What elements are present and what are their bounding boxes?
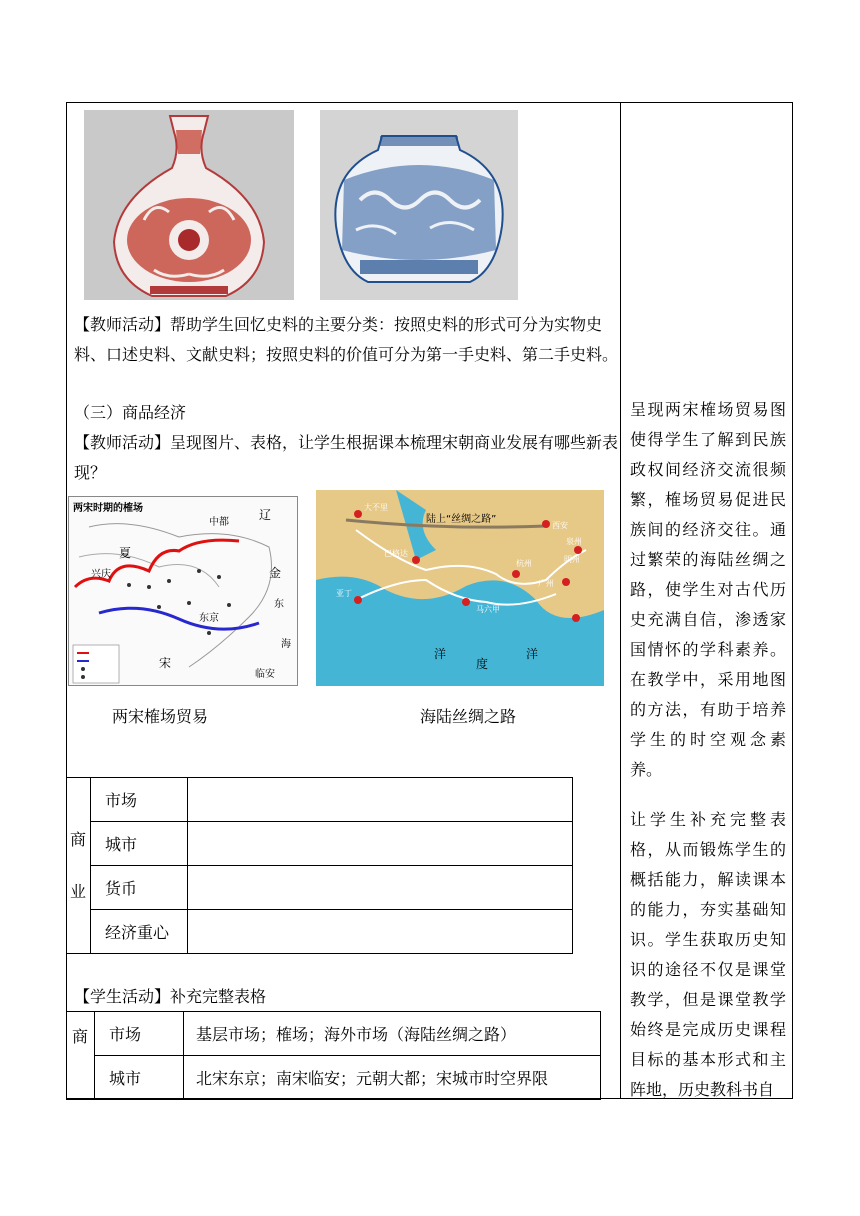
song-map-caption: 两宋榷场贸易	[112, 707, 209, 726]
label-song: 宋	[159, 656, 172, 670]
label-quanzhou: 泉州	[566, 537, 582, 546]
label-linan: 临安	[255, 669, 275, 680]
design-note-2: 让学生补充完整表格，从而锻炼学生的概括能力，解读课本的能力，夯实基础知识。学生获取历史知识的途径不仅是课堂教学，但是课堂教学始终是完成历史课程目标的基本形式和主阵地，历史教科书自	[630, 810, 786, 1099]
song-map-title: 两宋时期的榷场	[73, 503, 143, 514]
silk-road-map	[316, 490, 604, 686]
song-trade-map	[68, 496, 298, 686]
label-tabriz: 大不里	[364, 503, 388, 512]
silk-road-title-label: 陆上“丝绸之路”	[426, 514, 497, 525]
label-xia: 夏	[119, 546, 132, 560]
row-label: 城市	[91, 822, 188, 866]
label-aden: 亚丁	[336, 589, 352, 598]
label-hangzhou: 杭州	[516, 559, 532, 568]
student-activity: 【学生活动】补充完整表格	[74, 987, 267, 1006]
row-label: 市场	[95, 1012, 184, 1056]
red-vase-image	[84, 110, 294, 300]
label-hai: 海	[281, 639, 291, 650]
label-dong: 东	[274, 599, 284, 610]
row-label: 经济重心	[91, 910, 188, 954]
row-value-input[interactable]	[188, 866, 573, 910]
silk-map-caption: 海陆丝绸之路	[420, 707, 517, 726]
label-sea-3: 洋	[526, 647, 539, 661]
commerce-filled-table	[66, 1011, 601, 1100]
row-label: 市场	[91, 778, 188, 822]
group-label-2: 业	[69, 881, 86, 901]
row-label: 城市	[95, 1056, 184, 1100]
world-map-icon	[316, 490, 604, 686]
row-value: 北宋东京；南宋临安；元朝大都；宋城市时空界限	[184, 1056, 601, 1100]
label-sea-2: 度	[476, 657, 489, 671]
label-mingzhou: 明州	[564, 555, 580, 564]
teacher-activity-2: 【教师活动】呈现图片、表格，让学生根据课本梳理宋朝商业发展有哪些新表现？	[74, 433, 619, 482]
row-label: 货币	[91, 866, 188, 910]
label-guangzhou: 广州	[538, 579, 554, 588]
blue-jar-image	[320, 110, 518, 300]
group-label: 商	[66, 1012, 95, 1100]
label-xingqing: 兴庆	[91, 569, 111, 580]
label-jin: 金	[269, 566, 282, 580]
label-baghdad: 巴格达	[384, 549, 408, 558]
group-label-1: 商	[69, 829, 86, 849]
row-value-input[interactable]	[188, 778, 573, 822]
commerce-blank-table	[66, 777, 573, 954]
label-malacca: 马六甲	[476, 605, 500, 614]
red-vase-icon	[84, 110, 294, 300]
design-note-1: 呈现两宋榷场贸易图使得学生了解到民族政权间经济交流很频繁，榷场贸易促进民族间的经济交往。通过繁荣的海陆丝绸之路，使学生对古代历史充满自信，渗透家国情怀的学科素养。在教学中，采用地图的方法，有助于培养学生的时空观念素养。	[630, 400, 786, 779]
row-value: 基层市场；榷场；海外市场（海陆丝绸之路）	[184, 1012, 601, 1056]
row-value-input[interactable]	[188, 910, 573, 954]
label-zhongdu: 中都	[209, 517, 229, 528]
blue-jar-icon	[320, 110, 518, 300]
column-divider	[620, 102, 621, 1099]
section-title: （三）商品经济	[74, 403, 187, 422]
label-liao: 辽	[259, 508, 272, 522]
row-value-input[interactable]	[188, 822, 573, 866]
label-dongjing: 东京	[199, 613, 219, 624]
label-xian: 西安	[552, 521, 568, 530]
label-sea-1: 洋	[434, 647, 447, 661]
teacher-activity-1: 【教师活动】帮助学生回忆史料的主要分类：按照史料的形式可分为实物史料、口述史料、文献史料；按照史料的价值可分为第一手史料、第二手史料。	[74, 315, 619, 364]
map-icon	[69, 497, 298, 686]
group-cell	[66, 778, 91, 954]
